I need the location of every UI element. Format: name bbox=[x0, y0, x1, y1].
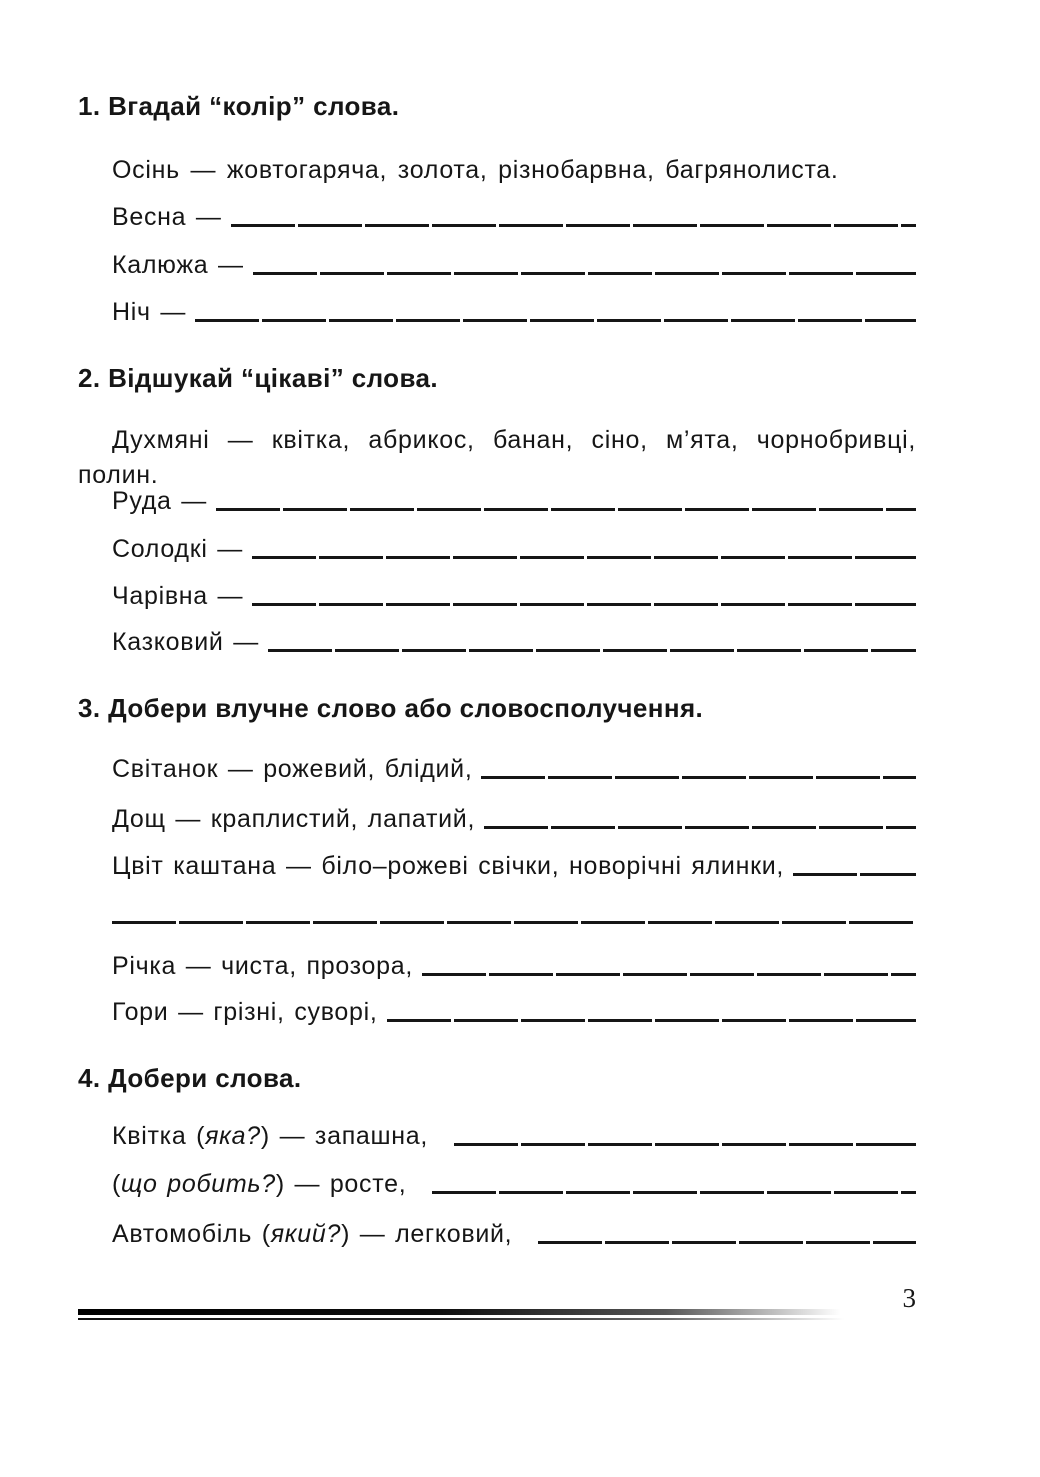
fill-in-row bbox=[112, 750, 916, 784]
fill-in-label: Чарівна — bbox=[112, 582, 244, 610]
example-line-2: полин. bbox=[78, 461, 159, 489]
blank-answer-line bbox=[253, 272, 916, 275]
blank-answer-line bbox=[484, 826, 916, 829]
fill-in-row bbox=[112, 847, 916, 881]
blank-answer-line bbox=[454, 1143, 916, 1146]
label-prefix: ( bbox=[112, 1170, 122, 1198]
fill-in-row bbox=[112, 293, 916, 327]
blank-answer-line bbox=[112, 921, 916, 924]
fill-in-row bbox=[112, 947, 916, 981]
blank-answer-line bbox=[538, 1241, 916, 1244]
fill-in-label bbox=[112, 1170, 432, 1199]
fill-in-label: Світанок — рожевий, блідий, bbox=[112, 755, 473, 783]
fill-in-row bbox=[112, 530, 916, 564]
label-suffix: ) — запашна, bbox=[260, 1122, 429, 1150]
fill-in-row bbox=[112, 1165, 916, 1199]
fill-in-label: Калюжа — bbox=[112, 251, 244, 279]
fill-in-label bbox=[112, 1122, 454, 1151]
blank-answer-line bbox=[252, 603, 916, 606]
fill-in-row bbox=[112, 993, 916, 1027]
blank-answer-line bbox=[793, 873, 916, 876]
page-footer bbox=[78, 1283, 916, 1343]
fill-in-label bbox=[112, 1220, 538, 1249]
fill-in-label: Солодкі — bbox=[112, 535, 243, 563]
label-question-italic: яка? bbox=[205, 1122, 261, 1150]
blank-answer-line bbox=[231, 224, 916, 227]
label-question-italic: який? bbox=[270, 1220, 342, 1248]
fill-in-label: Казковий — bbox=[112, 628, 259, 656]
fill-in-label: Цвіт каштана — біло–рожеві свічки, новорічні ялинки, bbox=[112, 852, 785, 880]
blank-answer-line bbox=[216, 508, 916, 511]
fill-in-row bbox=[112, 800, 916, 834]
fill-in-row bbox=[112, 246, 916, 280]
page-number: 3 bbox=[902, 1283, 916, 1313]
fill-in-row-continuation bbox=[112, 895, 916, 929]
blank-answer-line bbox=[481, 776, 916, 779]
fill-in-row bbox=[112, 1117, 916, 1151]
fill-in-label: Гори — грізні, суворі, bbox=[112, 998, 378, 1026]
blank-answer-line bbox=[432, 1191, 916, 1194]
blank-answer-line bbox=[422, 973, 916, 976]
blank-answer-line bbox=[387, 1019, 916, 1022]
exercise-4-heading: 4. Добери слова. bbox=[78, 1063, 302, 1093]
exercise-1-example: Осінь — жовтогаряча, золота, різнобарвна, багрянолиста. bbox=[112, 156, 839, 184]
fill-in-row bbox=[112, 577, 916, 611]
fill-in-label: Ніч — bbox=[112, 298, 187, 326]
label-question-italic: що робить? bbox=[121, 1170, 276, 1198]
fill-in-row bbox=[112, 198, 916, 232]
label-prefix: Автомобіль ( bbox=[112, 1220, 271, 1248]
exercise-2-heading: 2. Відшукай “цікаві” слова. bbox=[78, 363, 438, 393]
fill-in-label: Руда — bbox=[112, 487, 207, 515]
label-suffix: ) — росте, bbox=[275, 1170, 407, 1198]
fill-in-label: Дощ — краплистий, лапатий, bbox=[112, 805, 476, 833]
label-prefix: Квітка ( bbox=[112, 1122, 206, 1150]
fill-in-label: Річка — чиста, прозора, bbox=[112, 952, 413, 980]
footer-rule-thick bbox=[78, 1309, 872, 1315]
exercise-3-heading: 3. Добери влучне слово або словосполучення. bbox=[78, 693, 704, 723]
fill-in-row bbox=[112, 1215, 916, 1249]
fill-in-label: Весна — bbox=[112, 203, 222, 231]
label-suffix: ) — легковий, bbox=[341, 1220, 513, 1248]
blank-answer-line bbox=[268, 649, 916, 652]
example-line-1: Духмяні — квітка, абрикос, банан, сіно, м’ята, чорнобривці, bbox=[112, 426, 916, 454]
fill-in-row bbox=[112, 623, 916, 657]
blank-answer-line bbox=[252, 556, 916, 559]
blank-answer-line bbox=[195, 319, 916, 322]
footer-rule-thin bbox=[78, 1318, 876, 1320]
fill-in-row bbox=[112, 482, 916, 516]
exercise-1-heading: 1. Вгадай “колір” слова. bbox=[78, 91, 400, 121]
